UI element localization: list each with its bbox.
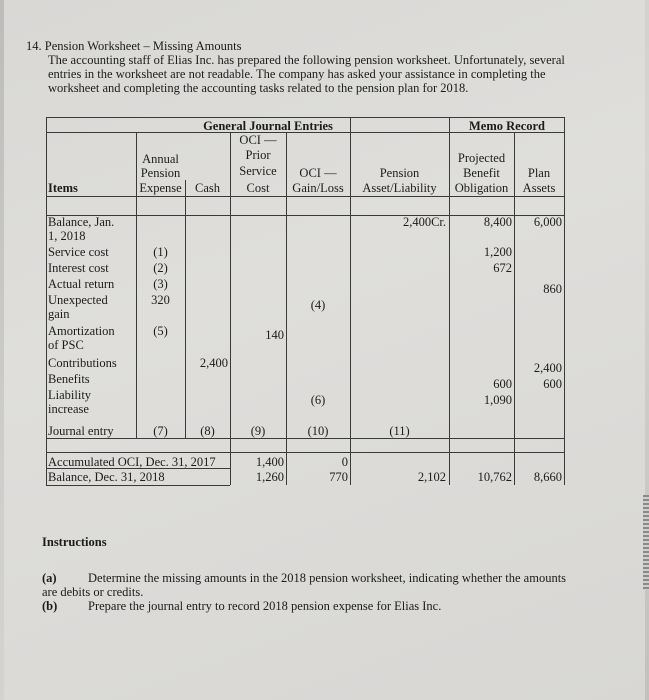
pbo-header-line-3: Obligation [454, 181, 509, 195]
unexpected-gain-oci: (4) [310, 298, 326, 312]
oci-gainloss-header-line-2: Gain/Loss [292, 181, 344, 195]
expense-header-line-3: Expense [139, 181, 182, 195]
balance-jan-plan-assets: 6,000 [533, 215, 562, 229]
unexpected-gain-expense: 320 [151, 293, 170, 307]
benefits-plan-assets: 600 [543, 377, 562, 391]
balance-dec-pbo: 10,762 [477, 470, 512, 484]
instruction-a-text-1: Determine the missing amounts in the 2018 pension worksheet, indicating whether the amounts [88, 571, 567, 585]
row-label-balance-jan-2: 1, 2018 [48, 229, 86, 243]
oci-psc-header-line-2: Prior [245, 148, 271, 162]
plan-assets-header-line-1: Plan [527, 166, 551, 180]
row-label-balance-jan-1: Balance, Jan. [48, 215, 115, 229]
row-label-accumulated-oci: Accumulated OCI, Dec. 31, 2017 [48, 455, 216, 469]
row-label-unexpected-gain-2: gain [48, 307, 70, 321]
pbo-header-line-1: Projected [457, 151, 506, 165]
items-header: Items [48, 181, 78, 195]
instruction-b-label: (b) [42, 599, 58, 613]
plan-assets-header-line-2: Assets [522, 181, 556, 195]
accumulated-oci-psc: 1,400 [255, 455, 284, 469]
intro-line-2: entries in the worksheet are not readable. The company has asked your assistance in completing the [48, 67, 546, 81]
benefits-pbo: 600 [493, 377, 512, 391]
row-label-balance-dec: Balance, Dec. 31, 2018 [48, 470, 165, 484]
balance-dec-plan-assets: 8,660 [533, 470, 562, 484]
oci-gainloss-header-line-1: OCI — [299, 166, 337, 180]
contributions-cash: 2,400 [199, 356, 228, 370]
row-label-journal-entry: Journal entry [48, 424, 114, 438]
oci-psc-header-line-1: OCI — [239, 133, 277, 147]
row-label-interest-cost: Interest cost [48, 261, 109, 275]
actual-return-plan-assets: 860 [543, 282, 562, 296]
oci-psc-header-line-4: Cost [246, 181, 270, 195]
service-cost-pbo: 1,200 [483, 245, 512, 259]
general-journal-header: General Journal Entries [203, 119, 333, 133]
page-edge-binding [643, 495, 649, 590]
balance-dec-pension-al: 2,102 [417, 470, 446, 484]
row-label-amortization-2: of PSC [48, 338, 84, 352]
amortization-oci-psc: 140 [265, 328, 284, 342]
oci-psc-header-line-3: Service [239, 164, 277, 178]
row-label-actual-return: Actual return [48, 277, 115, 291]
pension-al-header-line-1: Pension [379, 166, 420, 180]
problem-heading: 14. Pension Worksheet – Missing Amounts [26, 39, 242, 53]
expense-header-line-1: Annual [142, 152, 179, 166]
balance-dec-oci-gainloss: 770 [329, 470, 348, 484]
contributions-plan-assets: 2,400 [533, 361, 562, 375]
journal-entry-oci-gainloss: (10) [307, 424, 329, 438]
journal-entry-expense: (7) [153, 424, 168, 438]
expense-header-line-2: Pension [140, 166, 181, 180]
intro-line-3: worksheet and completing the accounting tasks related to the pension plan for 2018. [48, 81, 469, 95]
balance-jan-pension-al: 2,400Cr. [402, 215, 446, 229]
row-label-liability-increase-1: Liability [48, 388, 92, 402]
row-label-benefits: Benefits [48, 372, 90, 386]
pbo-header-line-2: Benefit [463, 166, 500, 180]
row-label-contributions: Contributions [48, 356, 117, 370]
instructions-title: Instructions [42, 535, 107, 549]
liability-increase-pbo: 1,090 [483, 393, 512, 407]
instruction-a-label: (a) [42, 571, 57, 585]
service-cost-expense: (1) [153, 245, 168, 259]
row-label-liability-increase-2: increase [48, 402, 89, 416]
memo-record-header: Memo Record [468, 119, 545, 133]
actual-return-expense: (3) [153, 277, 168, 291]
journal-entry-oci-psc: (9) [250, 424, 266, 438]
accumulated-oci-gainloss: 0 [341, 455, 348, 469]
interest-cost-pbo: 672 [493, 261, 512, 275]
balance-dec-oci-psc: 1,260 [255, 470, 284, 484]
journal-entry-cash: (8) [200, 424, 215, 438]
row-label-service-cost: Service cost [48, 245, 109, 259]
instruction-a-text-2: are debits or credits. [42, 585, 144, 599]
pension-al-header-line-2: Asset/Liability [362, 181, 437, 195]
row-label-unexpected-gain-1: Unexpected [48, 293, 108, 307]
journal-entry-pension-al: (11) [389, 424, 410, 438]
liability-increase-oci: (6) [310, 393, 326, 407]
interest-cost-expense: (2) [153, 261, 168, 275]
row-label-amortization-1: Amortization [48, 324, 115, 338]
cash-header: Cash [195, 181, 220, 195]
instruction-b-text: Prepare the journal entry to record 2018 pension expense for Elias Inc. [88, 599, 442, 613]
balance-jan-pbo: 8,400 [483, 215, 512, 229]
intro-line-1: The accounting staff of Elias Inc. has prepared the following pension worksheet. Unfortunately, several [48, 53, 565, 67]
amortization-expense: (5) [153, 324, 168, 338]
